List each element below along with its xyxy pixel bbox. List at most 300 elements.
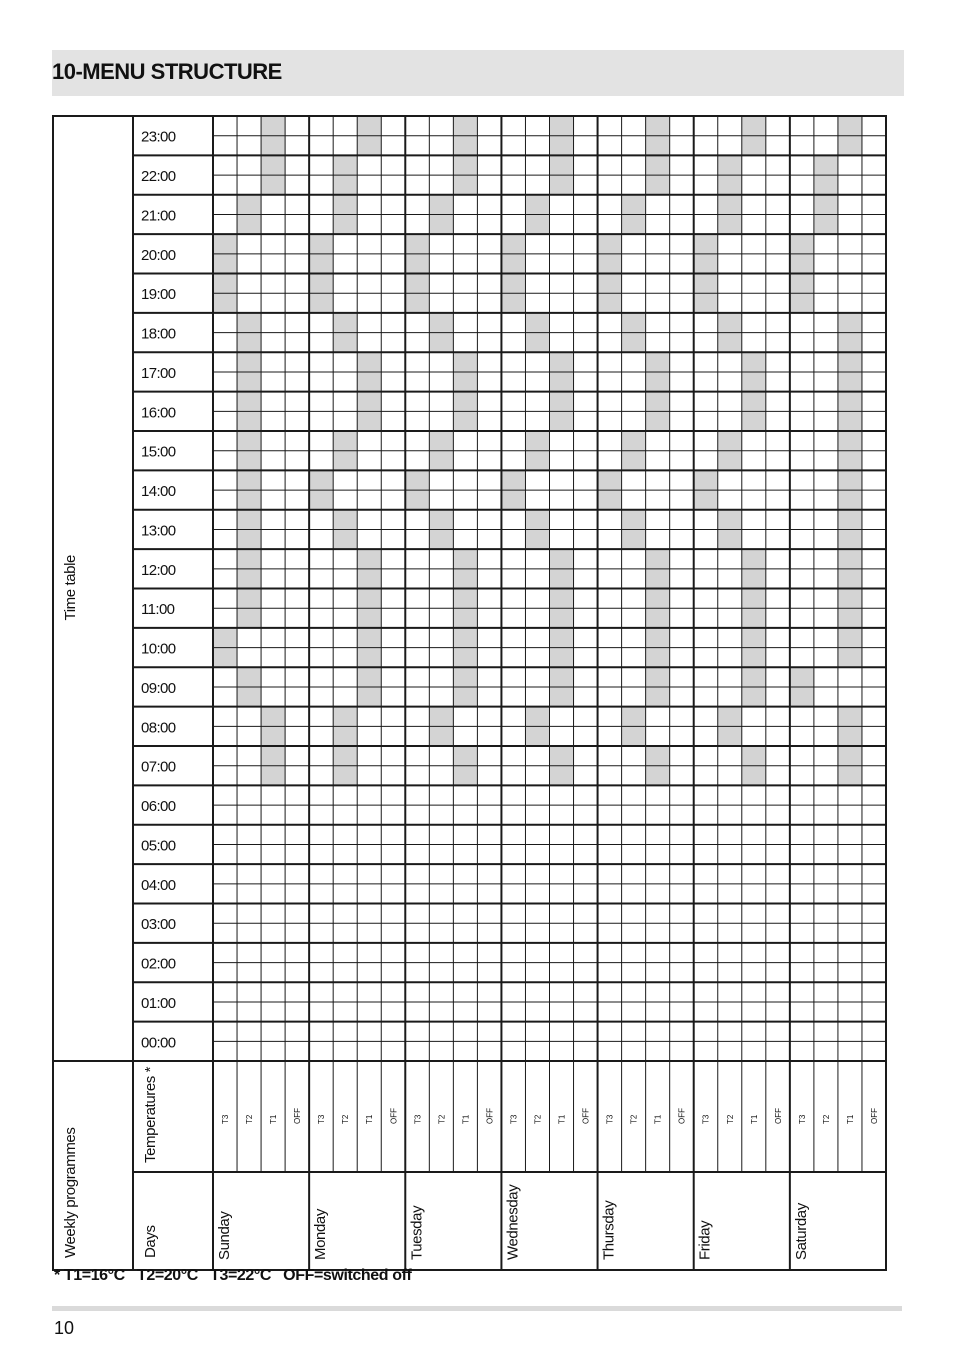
schedule-cell [309,274,333,294]
hour-label: 00:00 [141,1034,176,1052]
hour-label: 20:00 [141,246,176,264]
schedule-cell [838,116,862,136]
temperature-level-label: OFF [773,1108,783,1124]
temperature-level-label: T1 [557,1114,567,1124]
schedule-cell [718,333,742,353]
schedule-cell [838,333,862,353]
schedule-cell [237,608,261,628]
schedule-cell [309,293,333,313]
schedule-cell [237,549,261,569]
schedule-cell [718,313,742,333]
schedule-cell [333,333,357,353]
schedule-cell [622,510,646,530]
temperature-level-label: T3 [317,1114,327,1124]
day-label: Saturday [792,1203,810,1260]
schedule-cell [742,746,766,766]
schedule-cell [261,175,285,195]
schedule-cell [237,333,261,353]
schedule-cell [405,490,429,510]
schedule-cell [646,628,670,648]
temperature-level-label: T1 [749,1114,759,1124]
schedule-cell [453,175,477,195]
schedule-cell [742,116,766,136]
bottom-divider [52,1306,902,1311]
schedule-cell [501,274,525,294]
hour-label: 18:00 [141,325,176,343]
schedule-cell [742,667,766,687]
schedule-cell [622,707,646,727]
temperature-level-label: T2 [629,1114,639,1124]
schedule-cell [598,293,622,313]
schedule-cell [237,529,261,549]
schedule-cell [453,746,477,766]
schedule-cell [838,490,862,510]
schedule-cell [429,707,453,727]
schedule-cell [838,746,862,766]
schedule-cell [742,608,766,628]
hour-label: 19:00 [141,286,176,304]
page-number: 10 [54,1318,75,1338]
temperature-level-label: OFF [677,1108,687,1124]
hour-label: 10:00 [141,640,176,658]
schedule-cell [453,392,477,412]
schedule-cell [429,510,453,530]
schedule-cell [309,254,333,274]
day-label: Friday [696,1220,714,1260]
schedule-cell [237,392,261,412]
schedule-cell [261,136,285,156]
schedule-cell [357,411,381,431]
schedule-cell [501,490,525,510]
schedule-cell [213,274,237,294]
schedule-cell [333,155,357,175]
schedule-cell [742,411,766,431]
schedule-cell [646,589,670,609]
schedule-cell [550,116,574,136]
hour-label: 16:00 [141,404,176,422]
schedule-cell [429,726,453,746]
schedule-cell [646,648,670,668]
schedule-cell [453,687,477,707]
schedule-cell [550,687,574,707]
schedule-cell [237,589,261,609]
temperature-level-label: T2 [341,1114,351,1124]
time-table-label: Time table [62,555,79,621]
schedule-cell [501,254,525,274]
schedule-cell [237,313,261,333]
schedule-cell [357,392,381,412]
schedule-cell [550,549,574,569]
schedule-cell [333,175,357,195]
schedule-cell [598,470,622,490]
schedule-cell [453,136,477,156]
schedule-cell [694,274,718,294]
schedule-cell [718,214,742,234]
schedule-cell [525,451,549,471]
schedule-cell [550,589,574,609]
schedule-cell [525,510,549,530]
schedule-cell [261,116,285,136]
schedule-cell [814,195,838,215]
schedule-cell [237,667,261,687]
schedule-cell [357,687,381,707]
schedule-cell [453,411,477,431]
schedule-cell [213,648,237,668]
schedule-cell [453,116,477,136]
schedule-cell [357,608,381,628]
schedule-cell [357,648,381,668]
schedule-cell [622,431,646,451]
schedule-cell [646,116,670,136]
schedule-cell [429,313,453,333]
schedule-cell [646,155,670,175]
hour-label: 02:00 [141,955,176,973]
schedule-cell [525,333,549,353]
schedule-cell [550,667,574,687]
schedule-cell [838,648,862,668]
schedule-cell [838,589,862,609]
schedule-cell [309,470,333,490]
temperature-level-label: T2 [437,1114,447,1124]
schedule-cell [622,333,646,353]
schedule-cell [598,254,622,274]
schedule-cell [718,707,742,727]
schedule-cell [357,549,381,569]
schedule-cell [838,136,862,156]
schedule-cell [333,766,357,786]
temperature-level-label: OFF [581,1108,591,1124]
schedule-cell [742,648,766,668]
schedule-cell [237,411,261,431]
schedule-cell [742,628,766,648]
schedule-cell [646,411,670,431]
temperature-level-label: OFF [389,1108,399,1124]
schedule-cell [429,214,453,234]
temperature-level-label: T1 [269,1114,279,1124]
schedule-cell [622,726,646,746]
schedule-cell [718,529,742,549]
schedule-cell [742,372,766,392]
hour-label: 06:00 [141,798,176,816]
temperature-legend-footnote: * T1=16°C T2=20°C T3=22°C OFF=switched off [54,1267,412,1284]
schedule-cell [525,431,549,451]
schedule-cell [550,136,574,156]
schedule-cell [333,195,357,215]
schedule-cell [838,529,862,549]
schedule-cell [333,431,357,451]
schedule-cell [814,214,838,234]
hour-label: 13:00 [141,522,176,540]
schedule-cell [622,451,646,471]
schedule-cell [838,431,862,451]
schedule-cell [453,352,477,372]
schedule-cell [550,746,574,766]
schedule-cell [718,451,742,471]
schedule-cell [838,628,862,648]
schedule-cell [742,766,766,786]
schedule-cell [550,569,574,589]
schedule-cell [213,234,237,254]
schedule-cell [718,175,742,195]
schedule-cell [237,687,261,707]
schedule-cell [261,155,285,175]
schedule-cell [622,195,646,215]
schedule-cell [405,293,429,313]
schedule-cell [213,293,237,313]
schedule-cell [694,490,718,510]
schedule-cell [622,313,646,333]
schedule-cell [694,234,718,254]
temperature-level-label: T3 [221,1114,231,1124]
schedule-cell [357,589,381,609]
schedule-cell [742,392,766,412]
schedule-cell [237,431,261,451]
schedule-cell [525,214,549,234]
schedule-cell [646,667,670,687]
schedule-cell [525,313,549,333]
schedule-cell [357,136,381,156]
schedule-cell [646,687,670,707]
schedule-cell [405,274,429,294]
schedule-cell [598,234,622,254]
schedule-cell [453,372,477,392]
schedule-cell [333,726,357,746]
schedule-cell [550,155,574,175]
day-label: Wednesday [504,1184,522,1260]
schedule-cell [501,293,525,313]
schedule-cell [838,608,862,628]
schedule-cell [309,490,333,510]
schedule-cell [790,274,814,294]
schedule-cell [333,746,357,766]
temperature-level-label: T1 [461,1114,471,1124]
hour-label: 01:00 [141,994,176,1012]
schedule-cell [405,234,429,254]
schedule-cell [742,352,766,372]
schedule-cell [694,293,718,313]
schedule-cell [718,155,742,175]
schedule-cell [838,707,862,727]
schedule-cell [429,195,453,215]
hour-label: 12:00 [141,561,176,579]
hour-label: 05:00 [141,837,176,855]
schedule-cell [453,569,477,589]
schedule-cell [213,254,237,274]
schedule-cell [838,569,862,589]
schedule-cell [742,687,766,707]
schedule-cell [261,726,285,746]
schedule-cell [550,392,574,412]
day-label: Monday [312,1209,330,1260]
schedule-cell [646,746,670,766]
schedule-cell [429,333,453,353]
schedule-cell [453,766,477,786]
schedule-cell [838,411,862,431]
temperature-level-label: OFF [485,1108,495,1124]
schedule-cell [646,372,670,392]
schedule-cell [261,766,285,786]
schedule-cell [357,372,381,392]
schedule-cell [333,313,357,333]
schedule-cell [598,490,622,510]
schedule-cell [742,136,766,156]
temperature-level-label: T3 [413,1114,423,1124]
schedule-cell [429,529,453,549]
schedule-cell [429,431,453,451]
schedule-cell [213,628,237,648]
schedule-cell [838,392,862,412]
schedule-cell [357,116,381,136]
schedule-cell [742,589,766,609]
schedule-cell [333,707,357,727]
schedule-cell [453,589,477,609]
schedule-cell [237,214,261,234]
day-label: Sunday [216,1211,233,1260]
schedule-cell [550,766,574,786]
hour-label: 22:00 [141,168,176,186]
schedule-cell [237,352,261,372]
schedule-cell [814,175,838,195]
temperature-level-label: T1 [845,1114,855,1124]
schedule-cell [429,451,453,471]
schedule-cell [646,549,670,569]
schedule-cell [525,529,549,549]
temperature-level-label: T1 [653,1114,663,1124]
schedule-cell [790,293,814,313]
schedule-cell [309,234,333,254]
schedule-cell [790,254,814,274]
schedule-cell [550,175,574,195]
temperature-level-label: T3 [605,1114,615,1124]
temperature-level-label: T2 [245,1114,255,1124]
schedule-cell [790,234,814,254]
schedule-cell [838,766,862,786]
schedule-cell [646,569,670,589]
schedule-cell [333,451,357,471]
schedule-cell [742,549,766,569]
days-label: Days [142,1225,159,1258]
hour-label: 04:00 [141,876,176,894]
schedule-cell [550,608,574,628]
schedule-cell [718,431,742,451]
schedule-cell [525,195,549,215]
schedule-cell [838,313,862,333]
schedule-cell [261,746,285,766]
schedule-cell [550,352,574,372]
hour-label: 08:00 [141,719,176,737]
hour-label: 07:00 [141,758,176,776]
schedule-cell [333,529,357,549]
schedule-cell [333,510,357,530]
schedule-cell [550,372,574,392]
schedule-cell [453,549,477,569]
schedule-cell [838,510,862,530]
schedule-cell [357,628,381,648]
schedule-cell [237,490,261,510]
schedule-cell [838,470,862,490]
schedule-cell [646,608,670,628]
schedule-cell [357,352,381,372]
schedule-cell [838,549,862,569]
hour-label: 17:00 [141,364,176,382]
schedule-cell [646,136,670,156]
schedule-cell [550,411,574,431]
schedule-cell [790,667,814,687]
hour-label: 11:00 [141,601,175,619]
hour-label: 09:00 [141,679,176,697]
schedule-cell [525,707,549,727]
temperature-level-label: T2 [821,1114,831,1124]
schedule-cell [261,707,285,727]
schedule-cell [718,195,742,215]
day-label: Thursday [600,1200,618,1260]
schedule-cell [405,470,429,490]
schedule-cell [790,687,814,707]
temperature-level-label: OFF [869,1108,879,1124]
weekly-programmes-label: Weekly programmes [62,1127,79,1258]
schedule-cell [550,648,574,668]
schedule-cell [333,214,357,234]
schedule-cell [718,510,742,530]
schedule-cell [550,628,574,648]
schedule-cell [694,254,718,274]
schedule-cell [237,470,261,490]
schedule-cell [718,726,742,746]
schedule-cell [646,766,670,786]
hour-label: 23:00 [141,128,176,146]
schedule-cell [622,214,646,234]
section-title: 10-MENU STRUCTURE [52,59,282,84]
schedule-cell [237,569,261,589]
schedule-cell [501,470,525,490]
schedule-cell [646,352,670,372]
schedule-cell [453,628,477,648]
temperature-level-label: OFF [293,1108,303,1124]
schedule-cell [237,451,261,471]
schedule-cell [838,451,862,471]
schedule-cell [453,667,477,687]
schedule-cell [646,175,670,195]
hour-label: 14:00 [141,483,176,501]
hour-label: 03:00 [141,916,176,934]
schedule-cell [357,569,381,589]
temperature-level-label: T2 [725,1114,735,1124]
schedule-cell [237,510,261,530]
temperature-level-label: T3 [509,1114,519,1124]
temperature-level-label: T1 [365,1114,375,1124]
schedule-cell [838,352,862,372]
schedule-cell [598,274,622,294]
schedule-cell [237,372,261,392]
temperature-level-label: T2 [533,1114,543,1124]
schedule-cell [646,392,670,412]
schedule-cell [453,608,477,628]
temperature-level-label: T3 [797,1114,807,1124]
schedule-cell [838,726,862,746]
temperature-level-label: T3 [701,1114,711,1124]
schedule-cell [838,372,862,392]
hour-label: 15:00 [141,443,176,461]
day-label: Tuesday [408,1205,426,1260]
schedule-cell [622,529,646,549]
schedule-cell [453,155,477,175]
schedule-cell [742,569,766,589]
schedule-cell [357,667,381,687]
schedule-cell [501,234,525,254]
schedule-cell [525,726,549,746]
schedule-cell [237,195,261,215]
temperatures-label: Temperatures * [142,1066,159,1163]
